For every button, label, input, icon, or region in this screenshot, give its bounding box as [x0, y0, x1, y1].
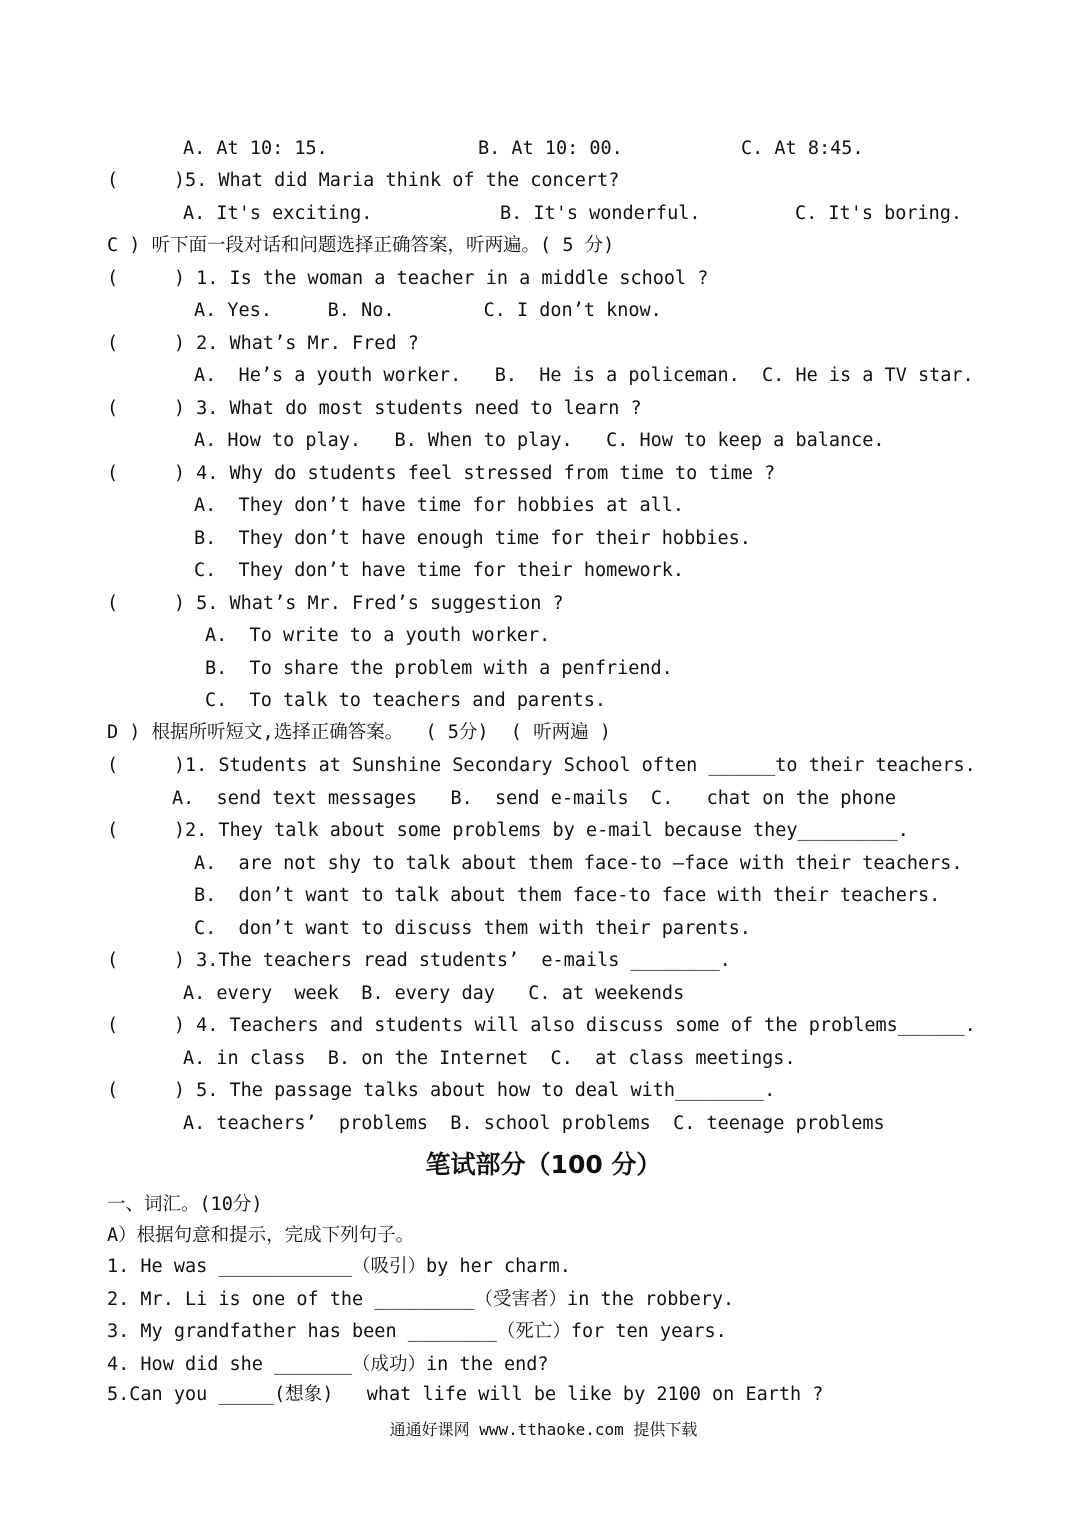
vocab-sentence-2: 2. Mr. Li is one of the _________（受害者）in the robbery.	[107, 1289, 735, 1310]
b-q4-option-c: C. At 8:45.	[741, 138, 864, 159]
written-part-title: 笔试部分（100 分）	[425, 1150, 662, 1179]
c-q4-option-b: B. They don’t have enough time for their hobbies.	[194, 528, 751, 549]
c-q2-options: A. He’s a youth worker. B. He is a policeman. C. He is a TV star.	[194, 365, 974, 386]
footer-source: 通通好课网 www.tthaoke.com 提供下载	[389, 1420, 698, 1439]
d-q5-options: A. teachers’ problems B. school problems C. teenage problems	[183, 1113, 885, 1134]
c-q5-option-b: B. To share the problem with a penfriend.	[205, 658, 673, 679]
b-q5-option-b: B. It's wonderful.	[500, 203, 701, 224]
c-q4-question: ( ) 4. Why do students feel stressed from time to time ?	[107, 463, 776, 484]
b-q4-option-b: B. At 10: 00.	[478, 138, 623, 159]
c-q2-question: ( ) 2. What’s Mr. Fred ?	[107, 333, 419, 354]
vocab-heading: 一、词汇。(10分)	[107, 1194, 263, 1215]
d-q2-option-b: B. don’t want to talk about them face-to face with their teachers.	[194, 885, 941, 906]
b-q5-question: ( )5. What did Maria think of the concert?	[107, 170, 620, 191]
vocab-instruction: A）根据句意和提示，完成下列句子。	[107, 1225, 415, 1246]
c-q3-question: ( ) 3. What do most students need to learn ?	[107, 398, 642, 419]
d-q5-question: ( ) 5. The passage talks about how to deal with________.	[107, 1080, 776, 1101]
d-q1-question: ( )1. Students at Sunshine Secondary School often ______to their teachers.	[107, 755, 976, 776]
c-q1-options: A. Yes. B. No. C. I don’t know.	[194, 300, 662, 321]
c-q1-question: ( ) 1. Is the woman a teacher in a middle school ?	[107, 268, 709, 289]
vocab-sentence-3: 3. My grandfather has been ________（死亡）for ten years.	[107, 1321, 727, 1342]
vocab-sentence-1: 1. He was ____________（吸引）by her charm.	[107, 1256, 571, 1277]
vocab-sentence-4: 4. How did she _______（成功）in the end?	[107, 1354, 549, 1375]
section-d-heading: D ) 根据所听短文,选择正确答案。 ( 5分) ( 听两遍 )	[107, 722, 611, 743]
b-q5-option-c: C. It's boring.	[795, 203, 963, 224]
d-q3-question: ( ) 3.The teachers read students’ e-mails ________.	[107, 950, 731, 971]
vocab-sentence-5: 5.Can you _____(想象) what life will be like by 2100 on Earth ?	[107, 1384, 824, 1405]
d-q4-options: A. in class B. on the Internet C. at class meetings.	[183, 1048, 796, 1069]
c-q5-option-c: C. To talk to teachers and parents.	[205, 690, 606, 711]
c-q5-option-a: A. To write to a youth worker.	[205, 625, 551, 646]
d-q2-option-a: A. are not shy to talk about them face-to –face with their teachers.	[194, 853, 963, 874]
d-q1-options: A. send text messages B. send e-mails C. chat on the phone	[172, 788, 896, 809]
d-q3-options: A. every week B. every day C. at weekends	[183, 983, 685, 1004]
d-q2-question: ( )2. They talk about some problems by e-mail because they_________.	[107, 820, 909, 841]
c-q4-option-a: A. They don’t have time for hobbies at all.	[194, 495, 685, 516]
b-q5-option-a: A. It's exciting.	[183, 203, 373, 224]
d-q2-option-c: C. don’t want to discuss them with their parents.	[194, 918, 751, 939]
c-q3-options: A. How to play. B. When to play. C. How to keep a balance.	[194, 430, 885, 451]
section-c-heading: C ) 听下面一段对话和问题选择正确答案，听两遍。( 5 分)	[107, 235, 615, 256]
b-q4-option-a: A. At 10: 15.	[183, 138, 328, 159]
c-q5-question: ( ) 5. What’s Mr. Fred’s suggestion ?	[107, 593, 564, 614]
c-q4-option-c: C. They don’t have time for their homework.	[194, 560, 685, 581]
d-q4-question: ( ) 4. Teachers and students will also discuss some of the problems______.	[107, 1015, 976, 1036]
